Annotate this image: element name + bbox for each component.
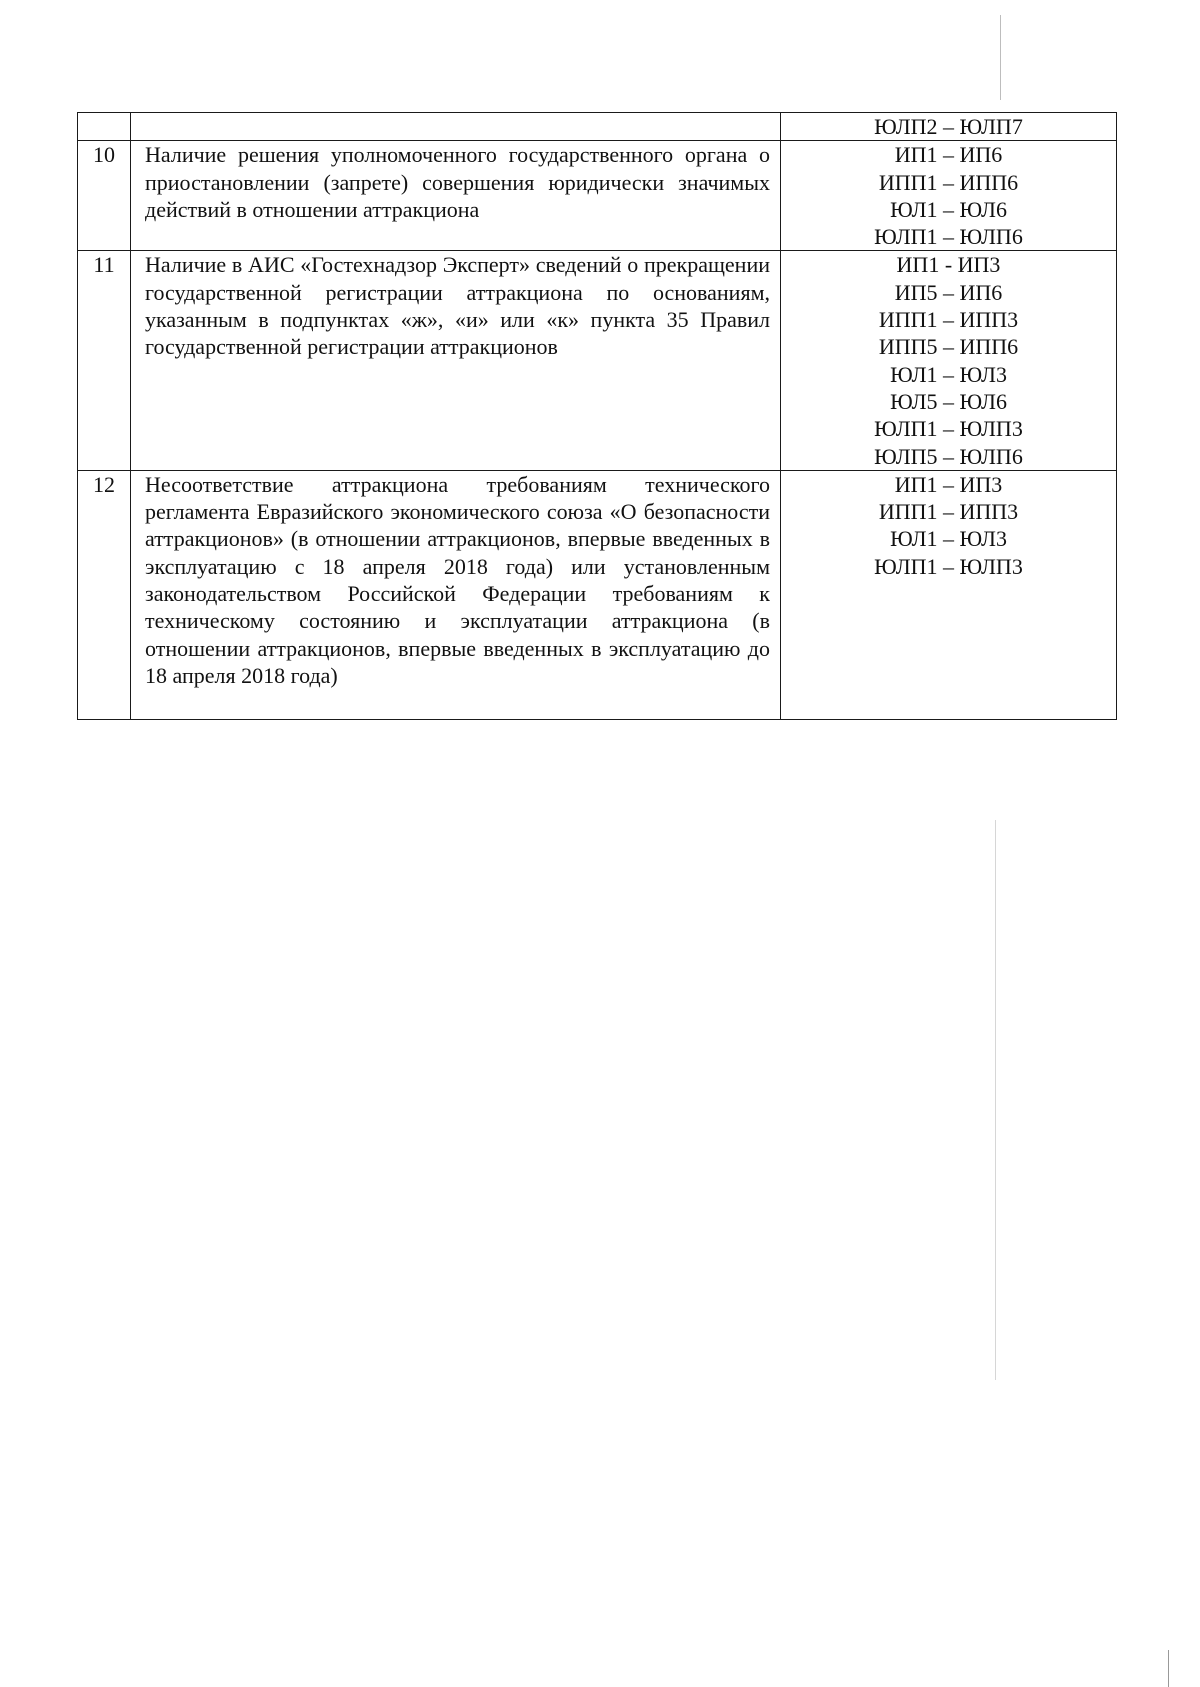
code-range: ЮЛ1 – ЮЛ6 xyxy=(890,196,1007,222)
code-range: ИПП1 – ИПП3 xyxy=(878,307,1019,333)
scan-artifact-line xyxy=(1168,1650,1169,1687)
row-codes xyxy=(781,470,1117,719)
row-number: 11 xyxy=(78,251,131,470)
code-range: ЮЛП1 – ЮЛП3 xyxy=(874,416,1023,442)
code-range: ЮЛ1 – ЮЛ3 xyxy=(890,526,1007,552)
table-row xyxy=(78,141,1117,251)
table-row xyxy=(78,113,1117,141)
row-number: 12 xyxy=(78,470,131,719)
row-number xyxy=(78,113,131,141)
code-range: ИП5 – ИП6 xyxy=(894,279,1003,305)
code-range: ЮЛП1 – ЮЛП6 xyxy=(874,224,1023,250)
code-range: ИПП5 – ИПП6 xyxy=(878,334,1019,360)
table-row xyxy=(78,470,1117,719)
code-range: ЮЛП1 – ЮЛП3 xyxy=(874,553,1023,579)
code-range: ЮЛП5 – ЮЛП6 xyxy=(874,443,1023,469)
code-range: ИП1 – ИП6 xyxy=(894,142,1003,168)
row-codes xyxy=(781,141,1117,251)
row-description xyxy=(131,113,781,141)
code-range: ЮЛ5 – ЮЛ6 xyxy=(890,388,1007,414)
scan-artifact-line xyxy=(1000,15,1001,100)
scan-artifact-line xyxy=(995,820,996,1380)
row-description: Наличие в АИС «Гостехнадзор Эксперт» сведений о прекращении государственной регистрации аттракциона по основаниям, указанным в подпунктах «ж», «и» или «к» пункта 35 Правил государственной регистрации аттракционов xyxy=(131,251,781,470)
code-range: ЮЛ1 – ЮЛ3 xyxy=(890,361,1007,387)
row-description: Несоответствие аттракциона требованиям технического регламента Евразийского экономического союза «О безопасности аттракционов» (в отношении аттракционов, впервые введенных в эксплуатацию с 18 апреля 2018 года) или установленным законодательством Российской Федерации требованиям к техническому состоянию и эксплуатации аттракциона (в отношении аттракционов, впервые введенных в эксплуатацию до 18 апреля 2018 года) xyxy=(131,470,781,719)
conditions-table xyxy=(77,112,1117,720)
code-range: ИП1 - ИП3 xyxy=(896,252,1001,278)
code-range: ИПП1 – ИПП6 xyxy=(878,169,1019,195)
table-row xyxy=(78,251,1117,470)
row-codes xyxy=(781,251,1117,470)
code-range: ИП1 – ИП3 xyxy=(894,471,1003,497)
code-range: ИПП1 – ИПП3 xyxy=(878,499,1019,525)
row-description: Наличие решения уполномоченного государственного органа о приостановлении (запрете) совершения юридически значимых действий в отношении аттракциона xyxy=(131,141,781,251)
row-number: 10 xyxy=(78,141,131,251)
code-range: ЮЛП2 – ЮЛП7 xyxy=(874,114,1023,139)
row-codes xyxy=(781,113,1117,141)
